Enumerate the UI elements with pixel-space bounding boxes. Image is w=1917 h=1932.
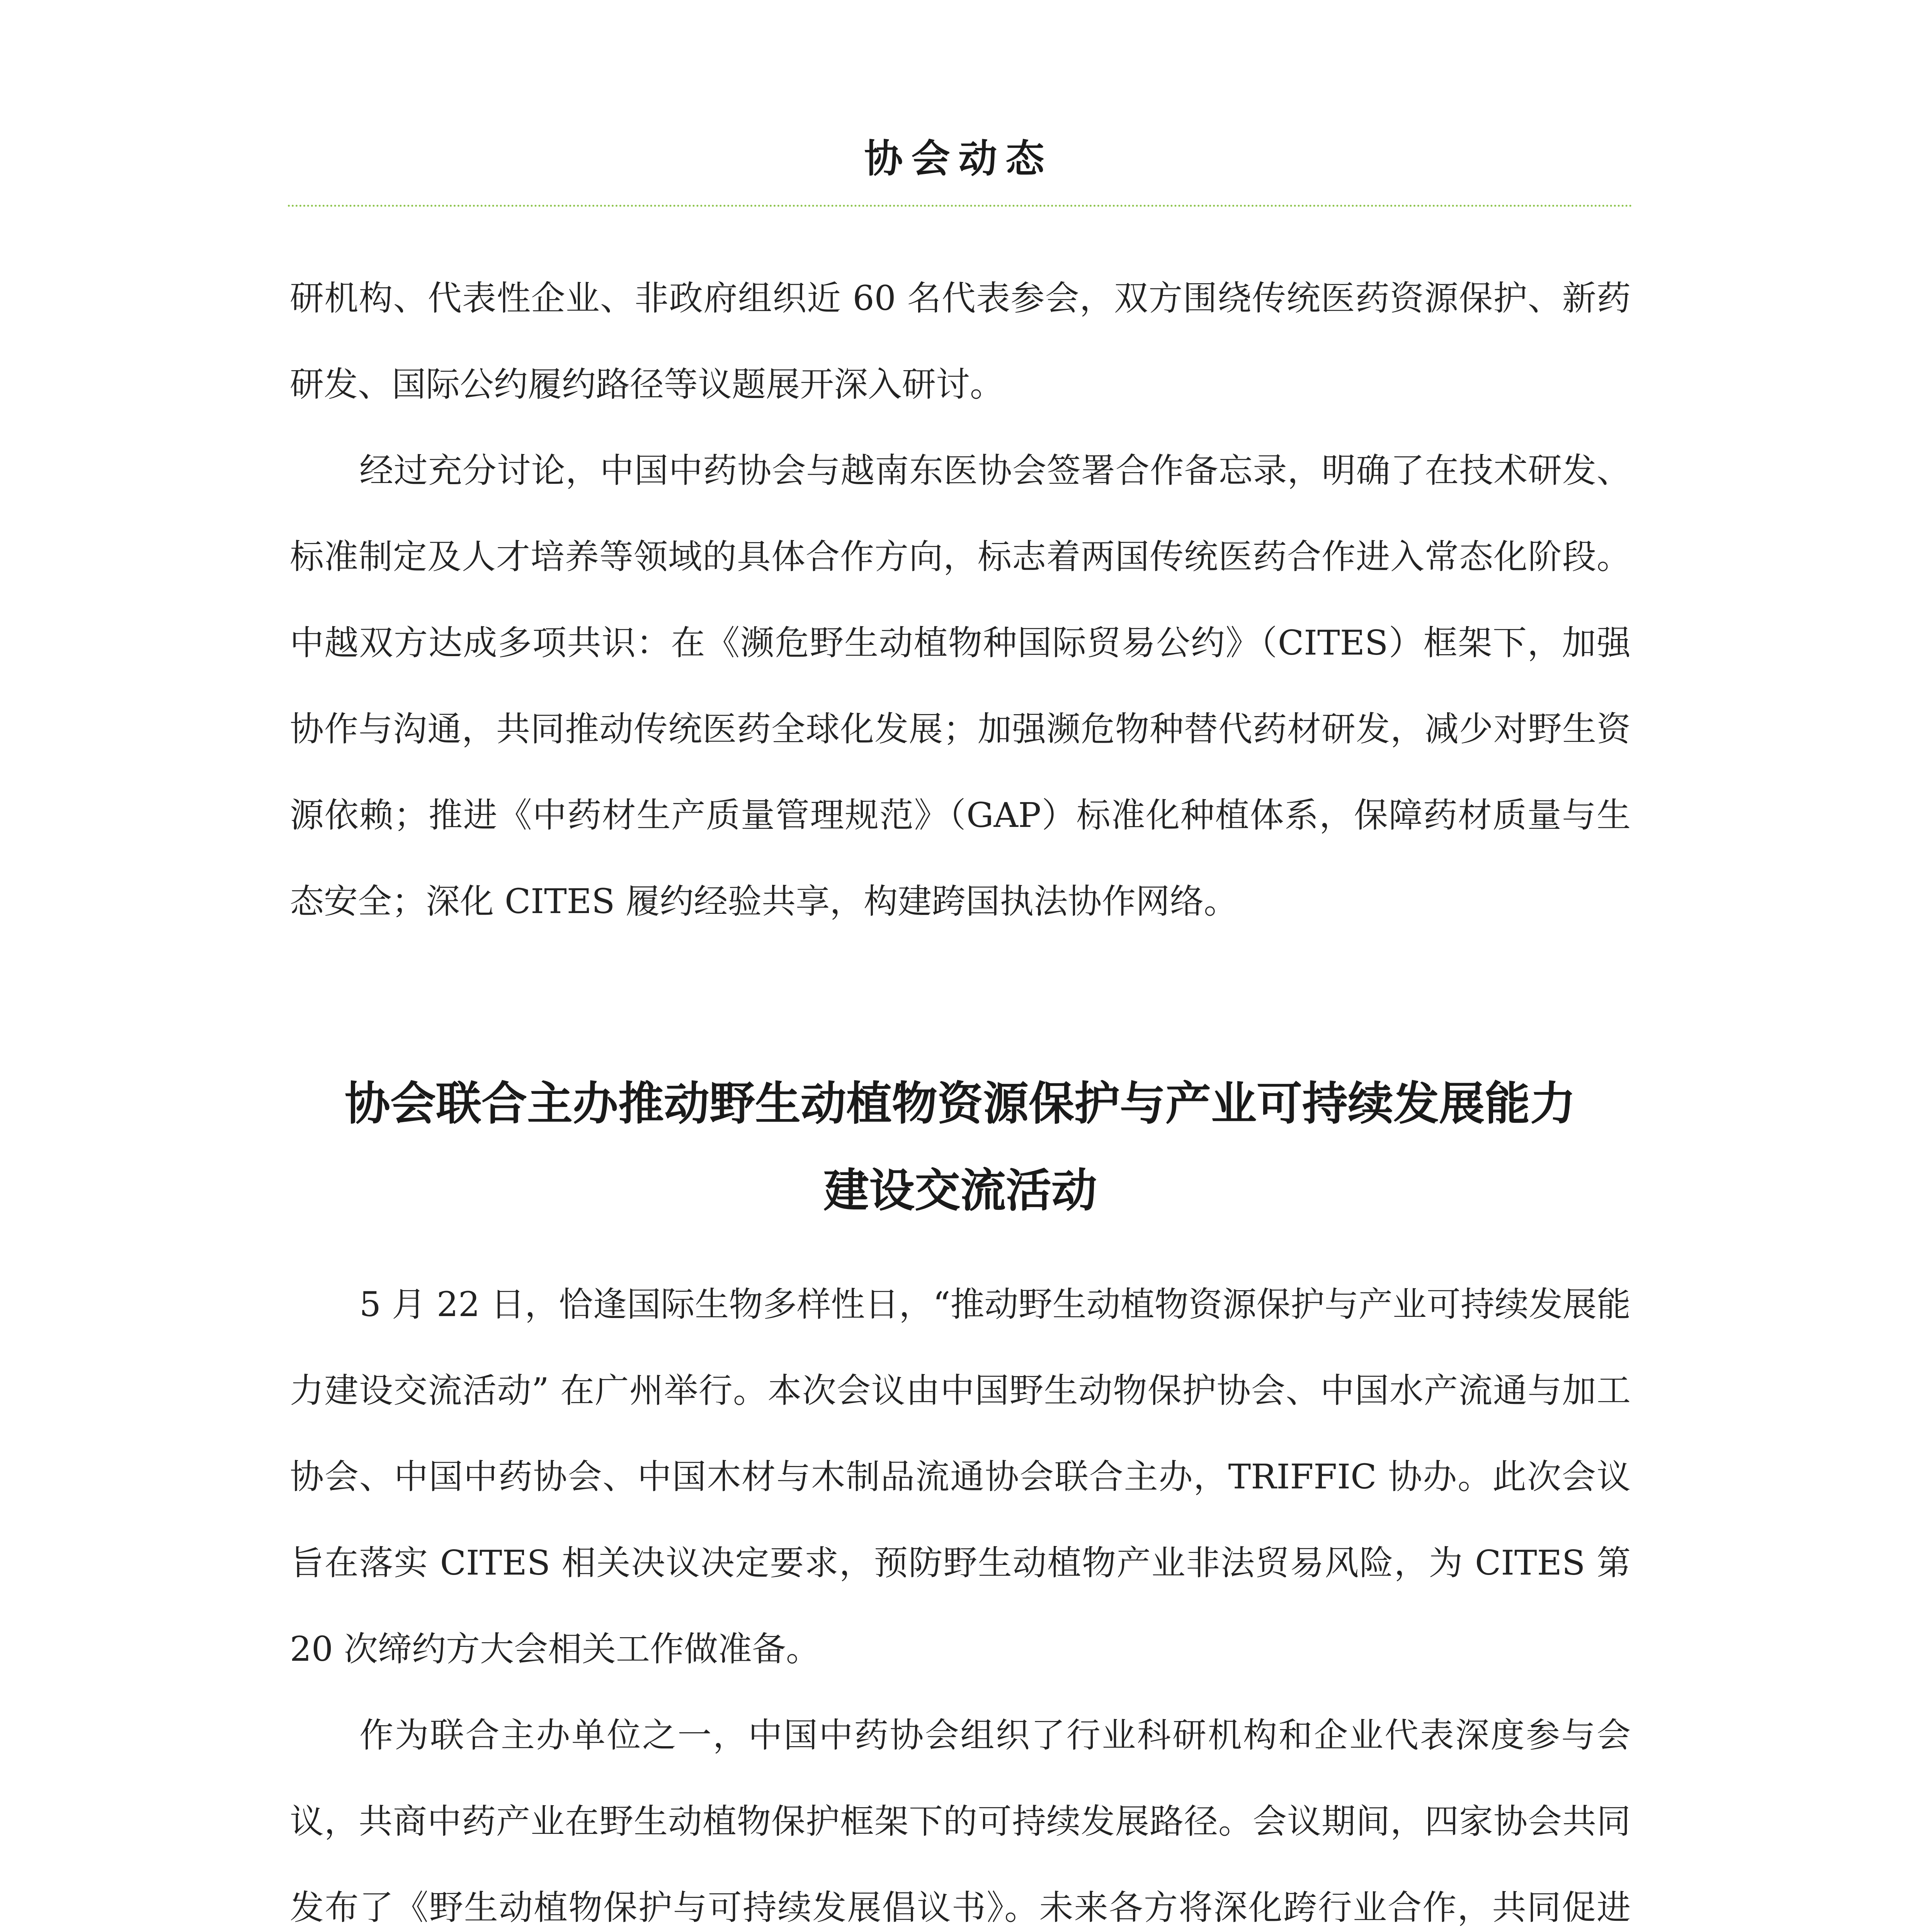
article2-paragraph-2: 作为联合主办单位之一，中国中药协会组织了行业科研机构和企业代表深度参与会议，共商中药产业在野生动植物保护框架下的可持续发展路径。会议期间，四家协会共同发布了《野生动植物保护与可持续发展倡议书》。未来各方将深化跨行业合作，共同促进 (290, 1715, 1631, 1927)
article2-title-line-2: 建设交流活动 (823, 1164, 1097, 1217)
article1-paragraph-2: 经过充分讨论，中国中药协会与越南东医协会签署合作备忘录，明确了在技术研发、标准制定及人才培养等领域的具体合作方向，标志着两国传统医药合作进入常态化阶段。中越双方达成多项共识：在《濒危野生动植物种国际贸易公约》（CITES）框架下，加强协作与沟通，共同推动传统医药全球化发展；加强濒危物种替代药材研发，减少对野生资源依赖；推进《中药材生产质量管理规范》（GAP）标准化种植体系，保障药材质量与生态安全；深化 CITES 履约经验共享，构建跨国执法协作网络。 (290, 451, 1631, 921)
header-divider (288, 205, 1633, 207)
section-title: 协会动态 (864, 136, 1053, 181)
page-content (290, 255, 1631, 1932)
article2-paragraph-1: 5 月 22 日，恰逢国际生物多样性日，“推动野生动植物资源保护与产业可持续发展能力建设交流活动” 在广州举行。本次会议由中国野生动物保护协会、中国水产流通与加工协会、中国中药协会、中国木材与木制品流通协会联合主办，TRIFFIC 协办。此次会议旨在落实 CITES 相关决议决定要求，预防野生动植物产业非法贸易风险，为 CITES 第 20 次缔约方大会相关工作做准备。 (290, 1284, 1631, 1669)
article2-title (290, 1060, 1631, 1234)
article2-title-line-1: 协会联合主办推动野生动植物资源保护与产业可持续发展能力 (344, 1077, 1576, 1130)
article1-paragraph-1: 研机构、代表性企业、非政府组织近 60 名代表参会，双方围绕传统医药资源保护、新药研发、国际公约履约路径等议题展开深入研讨。 (290, 278, 1631, 404)
